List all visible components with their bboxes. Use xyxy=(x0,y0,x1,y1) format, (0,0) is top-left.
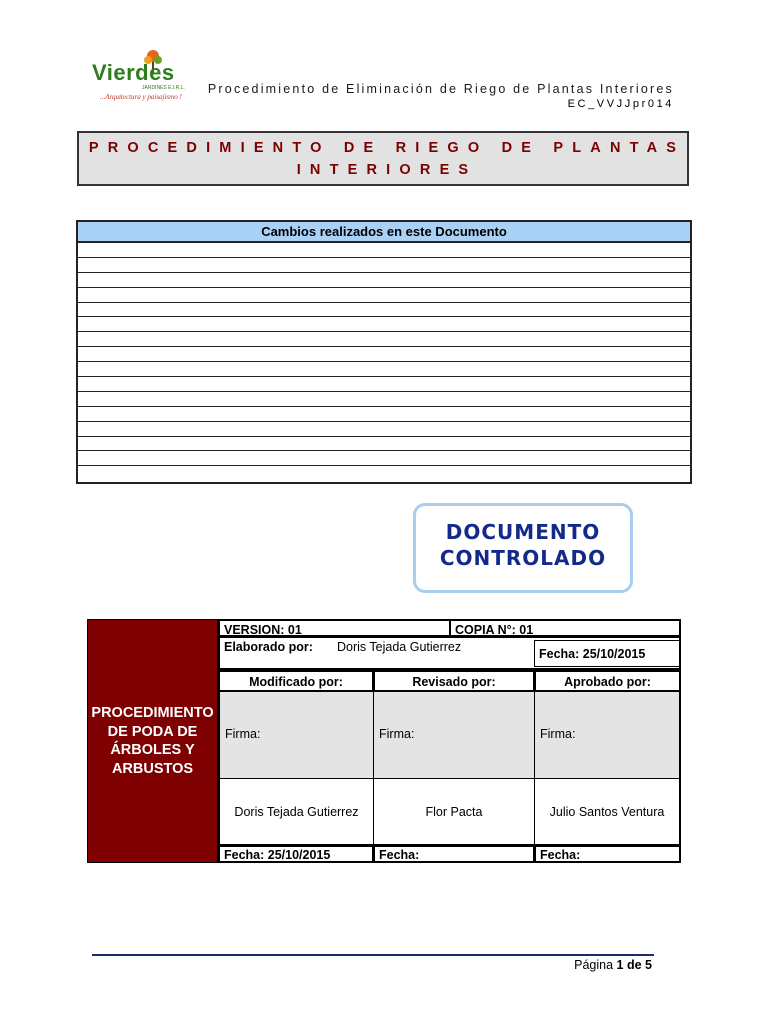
signature-column-header: Revisado por: xyxy=(373,670,535,692)
header-title: Procedimiento de Eliminación de Riego de Plantas Interiores xyxy=(207,82,674,96)
changes-row xyxy=(78,466,690,481)
signature-field: Firma: xyxy=(373,691,535,779)
control-table xyxy=(218,619,683,863)
changes-table xyxy=(76,220,692,484)
changes-row xyxy=(78,273,690,288)
changes-row xyxy=(78,243,690,258)
changes-row xyxy=(78,377,690,392)
controlled-document-stamp xyxy=(413,503,633,593)
version-cell: VERSION: 01 xyxy=(218,619,451,637)
changes-row xyxy=(78,422,690,437)
logo-subtitle: JARDINES E.I.R.L. xyxy=(142,85,185,91)
document-title-line-1: PROCEDIMIENTO DE RIEGO DE PLANTAS xyxy=(88,140,686,156)
changes-row xyxy=(78,288,690,303)
changes-row xyxy=(78,317,690,332)
page-number xyxy=(574,958,652,972)
changes-table-body xyxy=(78,243,690,481)
page-total: 5 xyxy=(645,958,652,972)
changes-table-header: Cambios realizados en este Documento xyxy=(78,222,690,243)
document-title-line-2: INTERIORES xyxy=(296,162,478,178)
copy-number-cell: COPIA N°: 01 xyxy=(449,619,681,637)
signature-column-header: Aprobado por: xyxy=(534,670,681,692)
signature-field: Firma: xyxy=(218,691,374,779)
document-title-box xyxy=(77,131,689,186)
changes-row xyxy=(78,347,690,362)
procedure-side-title-text: PROCEDIMIENTO DE PODA DE ÁRBOLES Y ARBUSTOS xyxy=(91,705,214,777)
signature-column-header: Modificado por: xyxy=(218,670,374,692)
stamp-line-1: DOCUMENTO xyxy=(445,520,601,544)
stamp-line-2: CONTROLADO xyxy=(439,546,607,570)
page-current: 1 xyxy=(616,958,624,972)
changes-row xyxy=(78,362,690,377)
changes-row xyxy=(78,258,690,273)
signatory-name: Flor Pacta xyxy=(373,778,535,845)
signatory-name: Doris Tejada Gutierrez xyxy=(218,778,374,845)
changes-row xyxy=(78,332,690,347)
signature-date: Fecha: xyxy=(534,845,681,863)
changes-row xyxy=(78,437,690,452)
fecha-elaborado-cell: Fecha: 25/10/2015 xyxy=(534,640,680,667)
changes-row xyxy=(78,407,690,422)
page-label: Página xyxy=(574,958,614,972)
changes-row xyxy=(78,451,690,466)
elaborado-label: Elaborado por: xyxy=(224,640,313,654)
changes-row xyxy=(78,392,690,407)
changes-row xyxy=(78,303,690,318)
page-of: de xyxy=(626,958,642,972)
footer-rule xyxy=(92,954,654,956)
signature-date: Fecha: xyxy=(373,845,535,863)
header-document-code: EC_VVJJpr014 xyxy=(567,98,674,110)
elaborado-value: Doris Tejada Gutierrez xyxy=(337,640,462,654)
logo-tagline: ...Arquitectura y paisajismo ! xyxy=(100,93,182,101)
company-logo xyxy=(90,48,185,108)
signature-date: Fecha: 25/10/2015 xyxy=(218,845,374,863)
procedure-side-title xyxy=(87,619,218,863)
signatory-name: Julio Santos Ventura xyxy=(534,778,681,845)
logo-wordmark: Vierdes xyxy=(92,60,175,85)
signature-field: Firma: xyxy=(534,691,681,779)
